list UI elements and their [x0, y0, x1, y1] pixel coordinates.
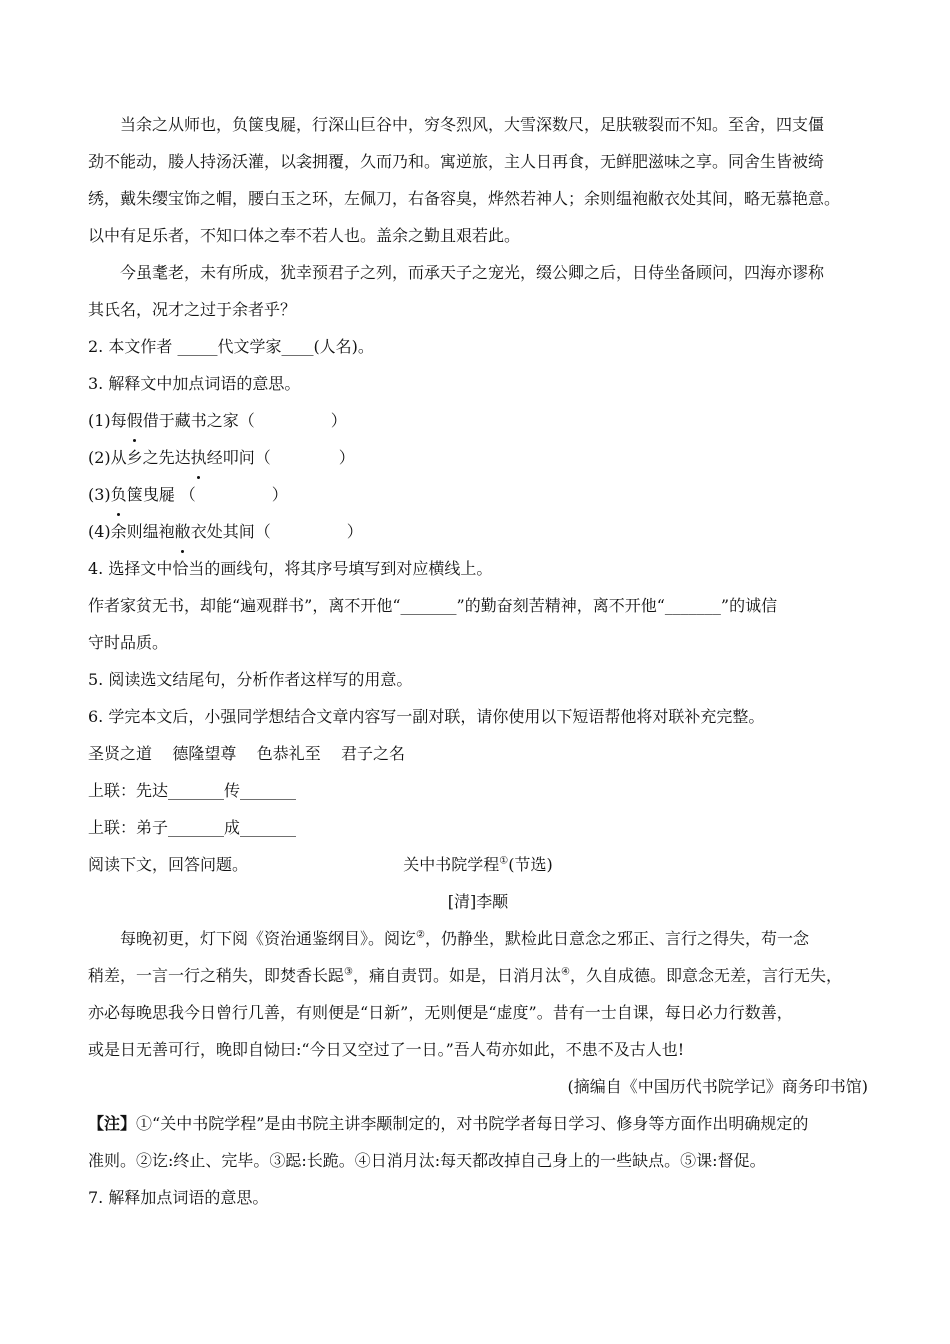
question-3-item-3: (3)负箧曳屣 （ ） [88, 476, 868, 513]
reading-prompt: 阅读下文，回答问题。 [88, 855, 249, 874]
passage-2-line-3: 亦必每晚思我今日曾行几善，有则便是“日新”，无则便是“虚度”。昔有一士自课，每日必力行数善， [88, 1003, 793, 1022]
passage-1-line-5: 今虽耄老，未有所成，犹幸预君子之列，而承天子之宠光，缀公卿之后，日侍坐备顾问，四海亦谬称 [120, 263, 825, 282]
question-3: 3. 解释文中加点词语的意思。 [88, 374, 301, 393]
passage-2-title: 关中书院学程①(节选) [403, 855, 553, 874]
passage-1-line-6: 其氏名，况才之过于余者乎？ [88, 300, 297, 319]
passage-2-author: [清]李颙 [447, 892, 509, 911]
question-6: 6. 学完本文后，小强同学想结合文章内容写一副对联，请你使用以下短语帮他将对联补充完整。 [88, 707, 765, 726]
dotted-word: 敝 [175, 513, 191, 550]
dotted-word: 执 [191, 439, 207, 476]
question-2: 2. 本文作者 _____代文学家____(人名)。 [88, 337, 374, 356]
passage-2-line-4: 或是日无善可行，晚即自恸曰:“今日又空过了一日。”吾人苟亦如此，不患不及古人也! [88, 1040, 685, 1059]
passage-2-line-2: 稍差，一言一行之稍失，即焚香长跽③，痛自责罚。如是，日消月汰④，久自成德。即意念无差，言行无失， [88, 966, 842, 985]
question-7: 7. 解释加点词语的意思。 [88, 1188, 269, 1207]
passage-1-line-3: 绣，戴朱缨宝饰之帽，腰白玉之环，左佩刀，右备容臭，烨然若神人；余则缊袍敝衣处其间，略无慕艳意。 [88, 189, 841, 208]
question-4: 4. 选择文中恰当的画线句，将其序号填写到对应横线上。 [88, 559, 493, 578]
passage-1-line-1: 当余之从师也，负箧曳屣，行深山巨谷中，穷冬烈风，大雪深数尺，足肤皲裂而不知。至舍，四支僵 [120, 115, 825, 134]
questions-block [88, 328, 868, 883]
question-3-item-2: (2)从乡之先达执经叩问（ ） [88, 439, 868, 476]
passage-1-line-4: 以中有足乐者，不知口体之奉不若人也。盖余之勤且艰若此。 [88, 226, 521, 245]
passage-2 [88, 846, 868, 1216]
question-5: 5. 阅读选文结尾句，分析作者这样写的用意。 [88, 670, 413, 689]
note-line-1: 【注】①“关中书院学程”是由书院主讲李颙制定的，对书院学者每日学习、修身等方面作出明确规定的 [88, 1114, 809, 1133]
dotted-word: 负 [111, 476, 127, 513]
note-line-2: 准则。②讫:终止、完毕。③跽:长跪。④日消月汰:每天都改掉自己身上的一些缺点。⑤课:督促。 [88, 1151, 766, 1170]
couplet-line-2: 上联：弟子_______成_______ [88, 818, 297, 837]
passage-1 [88, 106, 868, 328]
question-6-phrases: 圣贤之道 德隆望尊 色恭礼至 君子之名 [88, 744, 406, 763]
passage-2-source: (摘编自《中国历代书院学记》商务印书馆) [567, 1077, 868, 1096]
question-3-item-1: (1)每假借于藏书之家（ ） [88, 402, 868, 439]
question-3-item-4: (4)余则缊袍敝衣处其间（ ） [88, 513, 868, 550]
question-4-line-1: 作者家贫无书，却能“遍观群书”，离不开他“_______”的勤奋刻苦精神，离不开他“_______”的诚信 [88, 596, 778, 615]
dotted-word: 假 [127, 402, 143, 439]
question-4-line-2: 守时品质。 [88, 633, 169, 652]
couplet-line-1: 上联：先达_______传_______ [88, 781, 297, 800]
passage-2-line-1: 每晚初更，灯下阅《资治通鉴纲目》。阅讫②，仍静坐，默检此日意念之邪正、言行之得失，苟一念 [120, 929, 809, 948]
passage-1-line-2: 劲不能动，媵人持汤沃灌，以衾拥覆，久而乃和。寓逆旅，主人日再食，无鲜肥滋味之享。同舍生皆被绮 [88, 152, 825, 171]
